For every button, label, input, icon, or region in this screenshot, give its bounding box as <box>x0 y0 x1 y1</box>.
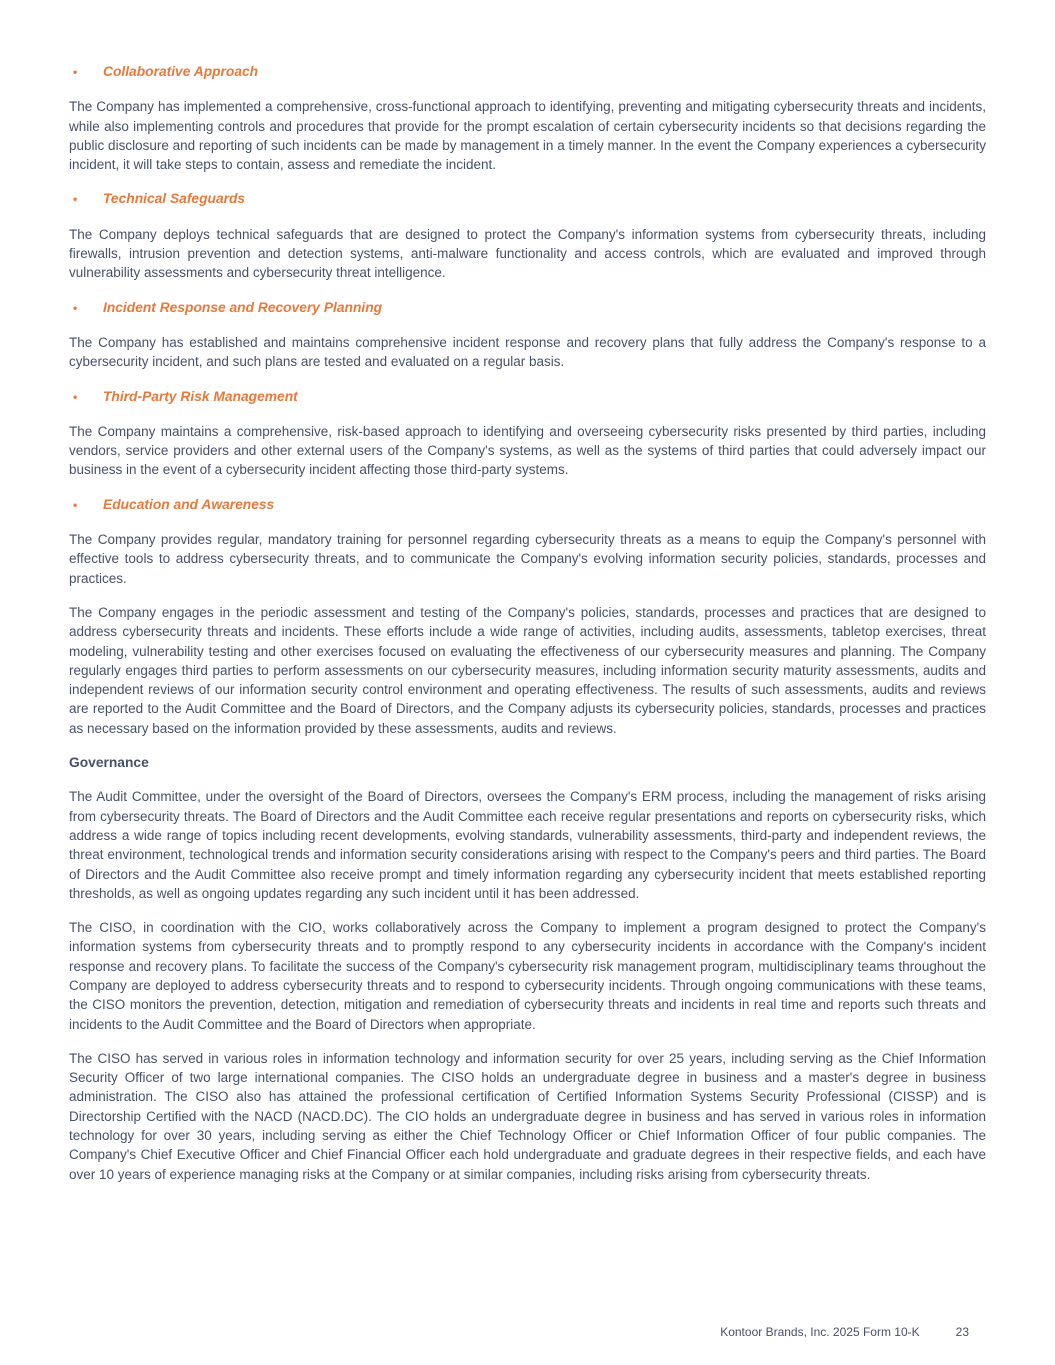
section-third-party-risk <box>69 387 986 480</box>
section-education-awareness <box>69 495 986 588</box>
section-paragraph: The Company has implemented a comprehensive, cross-functional approach to identifying, preventing and mitigating cybersecurity threats and incidents, while also implementing controls and procedures that provide for the prompt escalation of certain cybersecurity incidents so that decisions regarding the public disclosure and reporting of such incidents can be made by management in a timely manner. In the event the Company experiences a cybersecurity incident, it will take steps to contain, assess and remediate the incident. <box>69 99 986 173</box>
section-heading: Incident Response and Recovery Planning <box>103 299 383 315</box>
governance-paragraph-3: The CISO has served in various roles in information technology and information security for over 25 years, including serving as the Chief Information Security Officer of two large international companies. The CISO holds an undergraduate degree in business and a master's degree in business administration. The CISO also has attained the professional certification of Certified Information Systems Security Professional (CISSP) and is Directorship Certified with the NACD (NACD.DC). The CIO holds an undergraduate degree in business and has served in various roles in information technology for over 30 years, including serving as either the Chief Technology Officer or Chief Information Officer of four public companies. The Company's Chief Executive Officer and Chief Financial Officer each hold undergraduate and graduate degrees in their respective fields, and each have over 10 years of experience managing risks at the Company or at similar companies, including risks arising from cybersecurity threats. <box>69 1050 986 1182</box>
section-heading: Collaborative Approach <box>103 64 259 79</box>
section-paragraph: The Company provides regular, mandatory training for personnel regarding cybersecurity threats as a means to equip the Company's personnel with effective tools to address cybersecurity threats, and to communicate the Company's evolving information security policies, standards, processes and practices. <box>69 532 986 586</box>
bullet-heading-row <box>69 189 986 209</box>
bullet-icon: • <box>73 192 78 207</box>
section-paragraph: The Company maintains a comprehensive, risk-based approach to identifying and overseeing cybersecurity risks presented by third parties, including vendors, service providers and other external users of the Company's systems, as well as the systems of third parties that could adversely impact our business in the event of a cybersecurity incident affecting those third-party systems. <box>69 423 986 478</box>
section-paragraph: The Company deploys technical safeguards that are designed to protect the Company's information systems from cybersecurity threats, including firewalls, intrusion prevention and detection systems, anti-malware functionality and access controls, which are evaluated and improved through vulnerability assessments and cybersecurity threat intelligence. <box>69 226 986 281</box>
bullet-icon: • <box>73 300 78 315</box>
section-heading: Education and Awareness <box>103 496 275 512</box>
section-heading: Technical Safeguards <box>103 191 246 207</box>
section-heading: Third-Party Risk Management <box>103 388 298 404</box>
page-footer <box>720 1325 969 1339</box>
page-number: 23 <box>955 1325 969 1339</box>
section-paragraph: The Company has established and maintains comprehensive incident response and recovery plans that fully address the Company's response to a cybersecurity incident, and such plans are tested and evaluated on a regular basis. <box>69 334 986 370</box>
section-incident-response <box>69 298 986 372</box>
section-technical-safeguards <box>69 189 986 282</box>
governance-paragraph-1: The Audit Committee, under the oversight of the Board of Directors, oversees the Company's ERM process, including the management of risks arising from cybersecurity threats. The Board of Directors and the Audit Committee each receive regular presentations and reports on cybersecurity risks, which address a wide range of topics including recent developments, evolving standards, vulnerability assessments, third-party and independent reviews, the threat environment, technological trends and information security considerations arising with respect to the Company's peers and third parties. The Board of Directors and the Audit Committee also receive prompt and timely information regarding any cybersecurity incident that meets established reporting thresholds, as well as ongoing updates regarding any such incident until it has been addressed. <box>69 789 986 901</box>
assessment-paragraph: The Company engages in the periodic assessment and testing of the Company's policies, standards, processes and practices that are designed to address cybersecurity threats and incidents. These efforts include a wide range of activities, including audits, assessments, tabletop exercises, threat modeling, vulnerability testing and other exercises focused on evaluating the effectiveness of our cybersecurity measures and planning. The Company regularly engages third parties to perform assessments on our cybersecurity measures, including information security maturity assessments, audits and independent reviews of our information security control environment and operating effectiveness. The results of such assessments, audits and reviews are reported to the Audit Committee and the Board of Directors, and the Company adjusts its cybersecurity policies, standards, processes and practices as necessary based on the information provided by these assessments, audits and reviews. <box>69 604 986 736</box>
bullet-heading-row <box>69 387 986 407</box>
bullet-icon: • <box>73 389 78 404</box>
bullet-heading-row <box>69 495 986 515</box>
section-collaborative-approach <box>69 62 986 174</box>
bullet-icon: • <box>73 497 78 512</box>
bullet-icon: • <box>73 65 78 79</box>
governance-paragraph-2: The CISO, in coordination with the CIO, works collaboratively across the Company to implement a program designed to protect the Company's information systems from cybersecurity threats and to promptly respond to any cybersecurity incidents in accordance with the Company's incident response and recovery plans. To facilitate the success of the Company's cybersecurity risk management program, multidisciplinary teams throughout the Company are deployed to address cybersecurity threats and to respond to cybersecurity incidents. Through ongoing communications with these teams, the CISO monitors the prevention, detection, mitigation and remediation of cybersecurity threats and incidents in real time and reports such threats and incidents to the Audit Committee and the Board of Directors when appropriate. <box>69 920 986 1032</box>
governance-heading: Governance <box>69 755 149 771</box>
bullet-heading-row <box>69 298 986 318</box>
bullet-heading-row <box>69 62 986 82</box>
footer-document-title: Kontoor Brands, Inc. 2025 Form 10-K <box>720 1325 920 1339</box>
